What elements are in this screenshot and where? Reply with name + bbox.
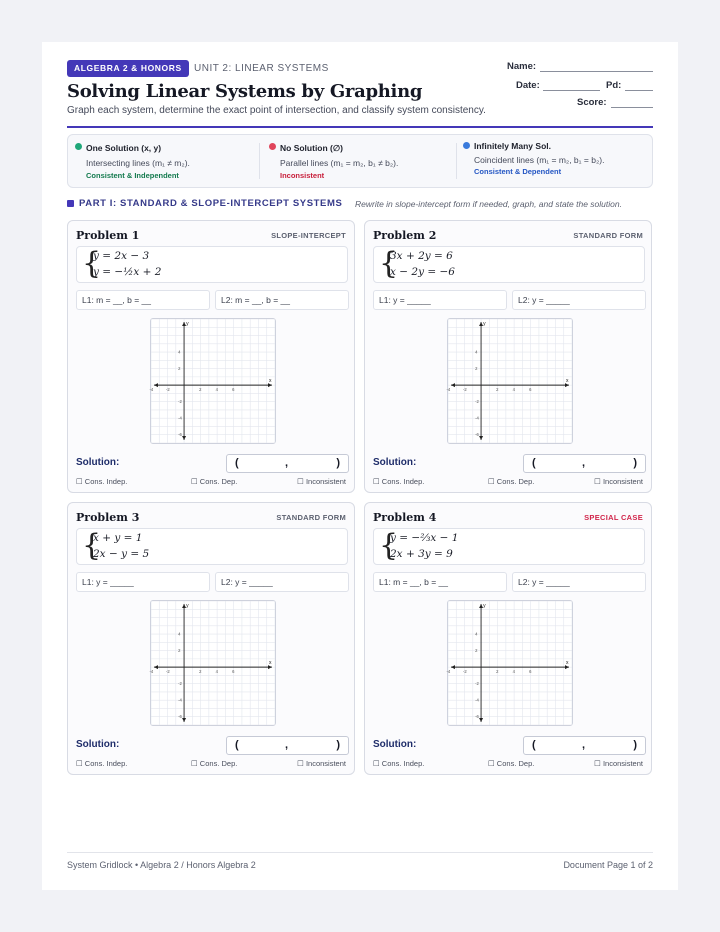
line2-field[interactable]	[512, 572, 646, 592]
legend-desc: Intersecting lines (m₁ ≠ m₂).	[86, 158, 190, 168]
solution-answer-box[interactable]	[523, 736, 646, 755]
x-tick-label: -2	[463, 387, 467, 393]
line1-field[interactable]	[76, 290, 210, 310]
equation-1: x + y = 1	[93, 532, 143, 544]
page-subtitle: Graph each system, determine the exact point of intersection, and classify system consistency.	[67, 105, 486, 116]
y-tick-label: -6	[475, 432, 479, 438]
legend-no-solution	[263, 135, 458, 187]
legend-divider	[259, 143, 260, 179]
worksheet-page	[42, 42, 678, 890]
y-tick-label: -6	[178, 432, 182, 438]
paren-open: (	[235, 739, 239, 751]
problem-type-tag: STANDARD FORM	[276, 513, 346, 522]
system-brace: {	[379, 246, 399, 281]
line1-prompt: L1: m = __, b = __	[379, 577, 448, 587]
checkbox-inconsistent[interactable]: ☐ Inconsistent	[594, 759, 643, 768]
paren-close: )	[336, 457, 340, 469]
paren-close: )	[633, 739, 637, 751]
system-brace: {	[379, 528, 399, 563]
y-tick-label: -6	[475, 714, 479, 720]
problem-card-1	[67, 220, 355, 493]
legend-desc: Coincident lines (m₁ = m₂, b₁ = b₂).	[474, 155, 605, 165]
section-instructions: Rewrite in slope-intercept form if needed, graph, and state the solution.	[355, 199, 622, 209]
page-title: Solving Linear Systems by Graphing	[67, 81, 423, 102]
coordinate-grid[interactable]	[150, 600, 276, 726]
legend-tag: Inconsistent	[280, 171, 325, 180]
y-axis-label: y	[186, 321, 189, 327]
legend-one-solution	[68, 135, 263, 187]
legend-dot	[75, 143, 82, 150]
legend-title: One Solution (x, y)	[86, 143, 162, 153]
paren-open: (	[235, 457, 239, 469]
line1-field[interactable]	[373, 290, 507, 310]
solution-label: Solution:	[76, 739, 120, 750]
y-tick-label: 4	[475, 349, 478, 355]
solution-answer-box[interactable]	[226, 736, 349, 755]
line2-prompt: L2: y = _____	[221, 577, 273, 587]
paren-close: )	[633, 457, 637, 469]
legend-tag: Consistent & Independent	[86, 171, 179, 180]
x-tick-label: -2	[463, 669, 467, 675]
problem-title: Problem 1	[76, 229, 140, 242]
comma: ,	[582, 457, 586, 469]
y-tick-label: -2	[178, 681, 182, 687]
equation-1: 3x + 2y = 6	[390, 250, 453, 262]
x-axis-label: x	[269, 660, 272, 667]
footer-page-number: Document Page 1 of 2	[563, 860, 653, 870]
x-tick-label: 2	[199, 669, 202, 675]
y-tick-label: 2	[178, 648, 181, 654]
coordinate-grid[interactable]	[447, 600, 573, 726]
section-title: PART I: STANDARD & SLOPE-INTERCEPT SYSTEMS	[79, 198, 343, 209]
equation-2: 2x + 3y = 9	[390, 548, 453, 560]
name-field[interactable]	[540, 71, 653, 72]
problem-title: Problem 2	[373, 229, 437, 242]
checkbox-inconsistent[interactable]: ☐ Inconsistent	[297, 477, 346, 486]
equation-1: y = 2x − 3	[93, 250, 150, 262]
problem-card-3	[67, 502, 355, 775]
consistency-legend	[67, 134, 653, 188]
x-tick-label: 4	[512, 387, 515, 393]
y-axis-label: y	[186, 603, 189, 609]
legend-divider	[456, 143, 457, 179]
y-tick-label: 2	[475, 648, 478, 654]
y-axis-label: y	[483, 603, 486, 609]
x-tick-label: 6	[529, 387, 532, 393]
solution-label: Solution:	[373, 457, 417, 468]
x-axis-label: x	[566, 660, 569, 667]
y-tick-label: -2	[475, 681, 479, 687]
problem-type-tag: SLOPE-INTERCEPT	[271, 231, 346, 240]
y-axis-label: y	[483, 321, 486, 327]
y-tick-label: -4	[178, 697, 182, 703]
x-tick-label: -2	[166, 669, 170, 675]
line1-field[interactable]	[373, 572, 507, 592]
equation-system	[373, 246, 645, 283]
x-tick-label: 6	[529, 669, 532, 675]
line2-field[interactable]	[512, 290, 646, 310]
comma: ,	[285, 739, 289, 751]
x-axis-label: x	[566, 378, 569, 385]
solution-label: Solution:	[76, 457, 120, 468]
period-label: Pd:	[606, 80, 622, 91]
equation-2: 2x − y = 5	[93, 548, 150, 560]
footer-rule	[67, 852, 653, 853]
paren-close: )	[336, 739, 340, 751]
y-tick-label: 4	[178, 349, 181, 355]
y-tick-label: 2	[178, 366, 181, 372]
course-badge: ALGEBRA 2 & HONORS	[67, 60, 189, 77]
score-field[interactable]	[611, 107, 653, 108]
y-tick-label: 4	[475, 631, 478, 637]
line1-prompt: L1: m = __, b = __	[82, 295, 151, 305]
checkbox-cons-indep[interactable]: ☐ Cons. Indep.	[373, 477, 425, 486]
line2-prompt: L2: y = _____	[518, 295, 570, 305]
problem-title: Problem 4	[373, 511, 437, 524]
coordinate-grid[interactable]	[150, 318, 276, 444]
legend-dot	[463, 142, 470, 149]
line2-field[interactable]	[215, 572, 349, 592]
checkbox-inconsistent[interactable]: ☐ Inconsistent	[297, 759, 346, 768]
solution-label: Solution:	[373, 739, 417, 750]
legend-dot	[269, 143, 276, 150]
checkbox-cons-dep[interactable]: ☐ Cons. Dep.	[191, 477, 238, 486]
line1-prompt: L1: y = _____	[379, 295, 431, 305]
x-tick-label: -2	[166, 387, 170, 393]
equation-system	[76, 528, 348, 565]
x-tick-label: 6	[232, 669, 235, 675]
comma: ,	[582, 739, 586, 751]
x-tick-label: -4	[149, 387, 154, 393]
name-label: Name:	[507, 61, 537, 72]
checkbox-cons-indep[interactable]: ☐ Cons. Indep.	[373, 759, 425, 768]
equation-2: y = −½x + 2	[93, 266, 162, 278]
paren-open: (	[532, 739, 536, 751]
equation-system	[373, 528, 645, 565]
line1-prompt: L1: y = _____	[82, 577, 134, 587]
equation-1: y = −⅔x − 1	[390, 532, 459, 544]
unit-label: UNIT 2: LINEAR SYSTEMS	[194, 63, 329, 74]
y-tick-label: -6	[178, 714, 182, 720]
y-tick-label: 4	[178, 631, 181, 637]
date-label: Date:	[516, 80, 540, 91]
problem-type-tag: STANDARD FORM	[573, 231, 643, 240]
checkbox-cons-dep[interactable]: ☐ Cons. Dep.	[191, 759, 238, 768]
footer-course: System Gridlock • Algebra 2 / Honors Algebra 2	[67, 860, 256, 870]
problem-title: Problem 3	[76, 511, 140, 524]
x-tick-label: -4	[149, 669, 154, 675]
checkbox-cons-dep[interactable]: ☐ Cons. Dep.	[488, 477, 535, 486]
section-marker	[67, 200, 74, 207]
x-axis-label: x	[269, 378, 272, 385]
x-tick-label: 2	[496, 669, 499, 675]
coordinate-grid[interactable]	[447, 318, 573, 444]
legend-desc: Parallel lines (m₁ = m₂, b₁ ≠ b₂).	[280, 158, 399, 168]
legend-title: Infinitely Many Sol.	[474, 141, 551, 151]
x-tick-label: 4	[215, 387, 218, 393]
y-tick-label: -4	[178, 415, 182, 421]
solution-answer-box[interactable]	[523, 454, 646, 473]
problem-card-2	[364, 220, 652, 493]
line1-field[interactable]	[76, 572, 210, 592]
period-field[interactable]	[625, 90, 653, 91]
problem-card-4	[364, 502, 652, 775]
equation-2: x − 2y = −6	[390, 266, 455, 278]
y-tick-label: 2	[475, 366, 478, 372]
system-brace: {	[82, 246, 102, 281]
checkbox-inconsistent[interactable]: ☐ Inconsistent	[594, 477, 643, 486]
y-tick-label: -2	[475, 399, 479, 405]
x-tick-label: 2	[496, 387, 499, 393]
x-tick-label: 2	[199, 387, 202, 393]
score-label: Score:	[577, 97, 607, 108]
legend-infinite-solutions	[460, 135, 655, 187]
x-tick-label: -4	[446, 387, 451, 393]
line2-field[interactable]	[215, 290, 349, 310]
legend-title: No Solution (∅)	[280, 143, 343, 153]
checkbox-cons-dep[interactable]: ☐ Cons. Dep.	[488, 759, 535, 768]
x-tick-label: 4	[215, 669, 218, 675]
x-tick-label: 4	[512, 669, 515, 675]
checkbox-cons-indep[interactable]: ☐ Cons. Indep.	[76, 477, 128, 486]
equation-system	[76, 246, 348, 283]
x-tick-label: -4	[446, 669, 451, 675]
legend-tag: Consistent & Dependent	[474, 167, 562, 176]
y-tick-label: -4	[475, 697, 479, 703]
comma: ,	[285, 457, 289, 469]
y-tick-label: -2	[178, 399, 182, 405]
date-field[interactable]	[543, 90, 600, 91]
line2-prompt: L2: m = __, b = __	[221, 295, 290, 305]
x-tick-label: 6	[232, 387, 235, 393]
problem-type-tag: SPECIAL CASE	[584, 513, 643, 522]
line2-prompt: L2: y = _____	[518, 577, 570, 587]
y-tick-label: -4	[475, 415, 479, 421]
header-rule	[67, 126, 653, 128]
solution-answer-box[interactable]	[226, 454, 349, 473]
paren-open: (	[532, 457, 536, 469]
system-brace: {	[82, 528, 102, 563]
checkbox-cons-indep[interactable]: ☐ Cons. Indep.	[76, 759, 128, 768]
